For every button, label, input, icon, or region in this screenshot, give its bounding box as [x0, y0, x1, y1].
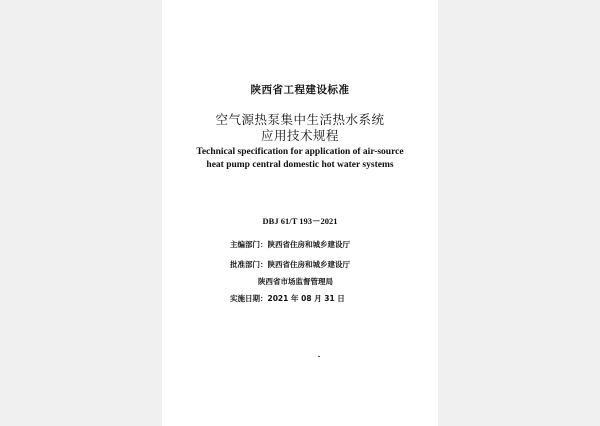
approver-row-2: [258, 276, 333, 287]
title-en-line-2: heat pump central domestic hot water systems: [206, 160, 394, 170]
effective-date-label: 实施日期：: [230, 294, 268, 303]
approver-label: 批准部门：: [230, 260, 268, 269]
effective-date-row: [230, 293, 345, 304]
title-cn-line-2: 应用技术规程: [260, 128, 339, 143]
document-page: [162, 0, 438, 426]
title-cn-line-1: 空气源热泵集中生活热水系统: [215, 112, 385, 127]
approver-value-1: 陕西省住房和城乡建设厅: [267, 260, 350, 269]
approver-row: [230, 259, 350, 270]
effective-date-value: 2021 年 08 月 31 日: [267, 294, 345, 303]
standard-series: 陕西省工程建设标准: [250, 84, 350, 96]
standard-code: DBJ 61/T 193－2021: [262, 216, 338, 226]
title-en-line-1: Technical specification for application of air-source: [196, 147, 404, 157]
chief-editor-row: [230, 239, 350, 250]
chief-editor-value: 陕西省住房和城乡建设厅: [267, 240, 350, 249]
approver-value-2: 陕西省市场监督管理局: [258, 277, 333, 286]
chief-editor-label: 主编部门：: [230, 240, 268, 249]
scan-speck: [318, 356, 320, 357]
